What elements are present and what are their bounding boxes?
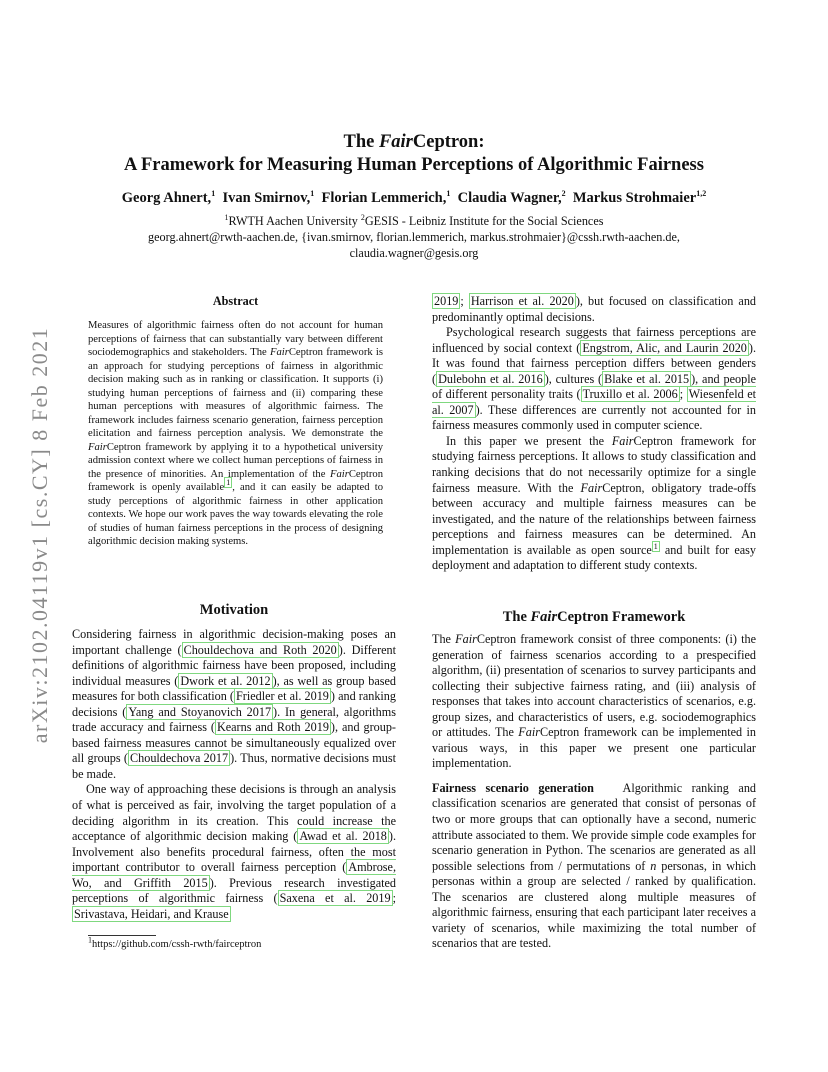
author: Claudia Wagner,$^2$ — [457, 189, 566, 206]
citation-link[interactable]: Srivastava, Heidari, and Krause — [74, 906, 229, 921]
citation-link[interactable]: Friedler et al. 2019 — [236, 689, 329, 704]
citation-link[interactable]: Awad et al. 2018 — [299, 829, 387, 844]
framework-heading: The FairCeptron Framework — [502, 609, 686, 625]
author: Florian Lemmerich,$^1$ — [321, 189, 451, 206]
citation-link[interactable]: Saxena et al. 2019 — [279, 891, 391, 906]
paragraph: Considering fairness in algorithmic decision-making poses an important challenge ( Chouldechova and Roth 2020 ). Different definitions of algorithmic fairness have been proposed, including individual measures ( Dwork et al. 2012 ), as well as group based measures for both classification ( Friedler et al. 2019 ) and ranking decisions ( Yang and Stoyanovich 2017 ). In general, algorithms trade accuracy and fairness ( Kearns and Roth 2019 ), and group-based fairness measures cannot be simultaneously equalized over all groups ( Chouldechova 2017 ). Thus, normative decisions must be made. — [72, 627, 397, 781]
citation-link[interactable]: 2019 — [434, 294, 459, 308]
paragraph: 2019 ; Harrison et al. 2020 ), but focused on classification and predominantly optimal decisions. — [432, 294, 757, 324]
motivation-heading: Motivation — [199, 602, 269, 618]
footnote: $^1$https://github.com/cssh-rwth/fairceptron — [88, 935, 262, 950]
footnote-url[interactable]: https://github.com/cssh-rwth/fairceptron — [92, 939, 262, 950]
citation-link[interactable]: Dulebohn et al. 2016 — [438, 371, 543, 386]
author: Georg Ahnert,$^1$ — [121, 189, 216, 206]
paragraph: Fairness scenario generation Algorithmic ranking and classification scenarios are generated that consist of personas of two or more groups that can optionally have a second, numeric attribute associated to them. We provide simple code examples for scenario generation in Python. The scenarios are generated as all possible selections from / permutations of n personas, in which personas within a group are selected / ranked by qualification. The scenarios are clustered along multiple measures of algorithmic fairness, ensuring that each participant later receives a variety of scenarios, while maximizing the total number of scenarios that are tested. — [432, 780, 757, 951]
citation-link[interactable]: Blake et al. 2015 — [604, 371, 690, 386]
abstract-heading: Abstract — [212, 294, 259, 308]
abstract-text: Measures of algorithmic fairness often do not account for human perceptions of fairness that can substantially vary between different sociodemographics and stakeholders. The FairCeptron framework is an approach for studying perceptions of fairness in algorithmic decision making such as in ranking or classification. It supports (i) studying human perceptions of fairness and (ii) comparing these human perceptions with measures of algorithmic fairness. The framework includes fairness scenario generation, fairness perception elicitation and fairness perception analysis. We demonstrate the FairCeptron framework by applying it to a hypothetical university admission context where we collect human perceptions of fairness in the presence of minorities. An implementation of the FairCeptron framework is openly available $^1$ , and it can easily be adapted to study perceptions of algorithmic fairness in other application contexts. We hope our work paves the way towards elevating the role of studies of human fairness perceptions in the process of designing algorithmic decision making systems. — [88, 320, 384, 547]
author-list — [0, 190, 828, 207]
citation-link[interactable]: Ambrose, Wo, and Griffith 2015 — [72, 860, 396, 890]
citation-link[interactable]: Chouldechova 2017 — [130, 751, 229, 766]
author: Markus Strohmaier$^{1,2}$ — [572, 189, 707, 206]
citation-link[interactable]: Dwork et al. 2012 — [180, 673, 271, 688]
citation-link[interactable]: Harrison et al. 2020 — [470, 294, 574, 308]
paragraph: In this paper we present the FairCeptron framework for studying fairness perceptions. It allows to study classification and ranking decisions that do not necessarily optimize for a single fairness measure. With the FairCeptron, obligatory trade-offs between accuracy and multiple fairness measures can be investigated, and the nature of the relationships between fairness perceptions and fairness measures can be determined. An implementation is available as open source $^1$ and built for easy deployment and adaptation to different study contexts. — [432, 433, 756, 573]
abstract-body — [88, 319, 383, 549]
paragraph: The FairCeptron framework consist of three components: (i) the generation of fairness scenarios according to a prespecified algorithm, (ii) presentation of scenarios to survey participants and collecting their subjective fairness rating, and (iii) analysis of responses that takes into account characteristics of scenarios, e.g. group sizes, and characteristics of users, e.g. sociodemographics or attitudes. The FairCeptron framework can be implemented in various ways, in this paper we present one particular implementation. — [432, 632, 756, 771]
footnote-link[interactable]: 1 — [226, 478, 231, 488]
author: Ivan Smirnov,$^1$ — [222, 189, 315, 206]
citation-link[interactable]: Chouldechova and Roth 2020 — [183, 642, 337, 657]
paper-title-line1: The FairCeptron: — [343, 132, 485, 152]
arxiv-identifier: arXiv:2102.04119v1 [cs.CY] 8 Feb 2021 — [27, 326, 52, 744]
footnote-rule — [88, 935, 156, 936]
paragraph: One way of approaching these decisions is through an analysis of what is perceived as fair, involving the target population of a deciding algorithm in its creation. This could increase the acceptance of algorithmic decision making ( Awad et al. 2018 ). Involvement also benefits procedural fairness, often the most important contributor to overall fairness perception ( Ambrose, Wo, and Griffith 2015 ). Previous research investigated perceptions of algorithmic fairness ( Saxena et al. 2019 ; Srivastava, Heidari, and Krause — [72, 782, 396, 921]
affiliations: $^1$RWTH Aachen University $^2$GESIS - Leibniz Institute for the Social Sciences — [224, 212, 604, 228]
paragraph: Psychological research suggests that fairness perceptions are influenced by social context ( Engstrom, Alic, and Laurin 2020 ). It was found that fairness perception differs between genders ( Dulebohn et al. 2016 ), cultures ( Blake et al. 2015 ), and people of different personality traits ( Truxillo et al. 2006 ; Wiesenfeld et al. 2007 ). These differences are currently not accounted for in fairness measures commonly used in computer science. — [432, 325, 757, 433]
motivation-body — [72, 627, 396, 922]
emails-line1: georg.ahnert@rwth-aachen.de, {ivan.smirnov, florian.lemmerich, markus.strohmaier}@cssh.rwth-aachen.de, — [148, 230, 680, 244]
citation-link[interactable]: Wiesenfeld et al. 2007 — [432, 387, 757, 417]
right-column-top — [432, 294, 756, 574]
emails-line2: claudia.wagner@gesis.org — [349, 246, 479, 260]
citation-link[interactable]: Truxillo et al. 2006 — [582, 387, 678, 402]
citation-link[interactable]: Yang and Stoyanovich 2017 — [128, 704, 272, 719]
paragraph-heading: Fairness scenario generation — [432, 780, 594, 795]
footnote-link[interactable]: 1 — [653, 541, 658, 551]
paper-title-line2: A Framework for Measuring Human Perceptions of Algorithmic Fairness — [124, 155, 704, 175]
citation-link[interactable]: Engstrom, Alic, and Laurin 2020 — [582, 340, 747, 355]
right-column-bottom — [432, 632, 756, 952]
citation-link[interactable]: Kearns and Roth 2019 — [216, 720, 329, 735]
arxiv-sidebar — [20, 300, 60, 770]
